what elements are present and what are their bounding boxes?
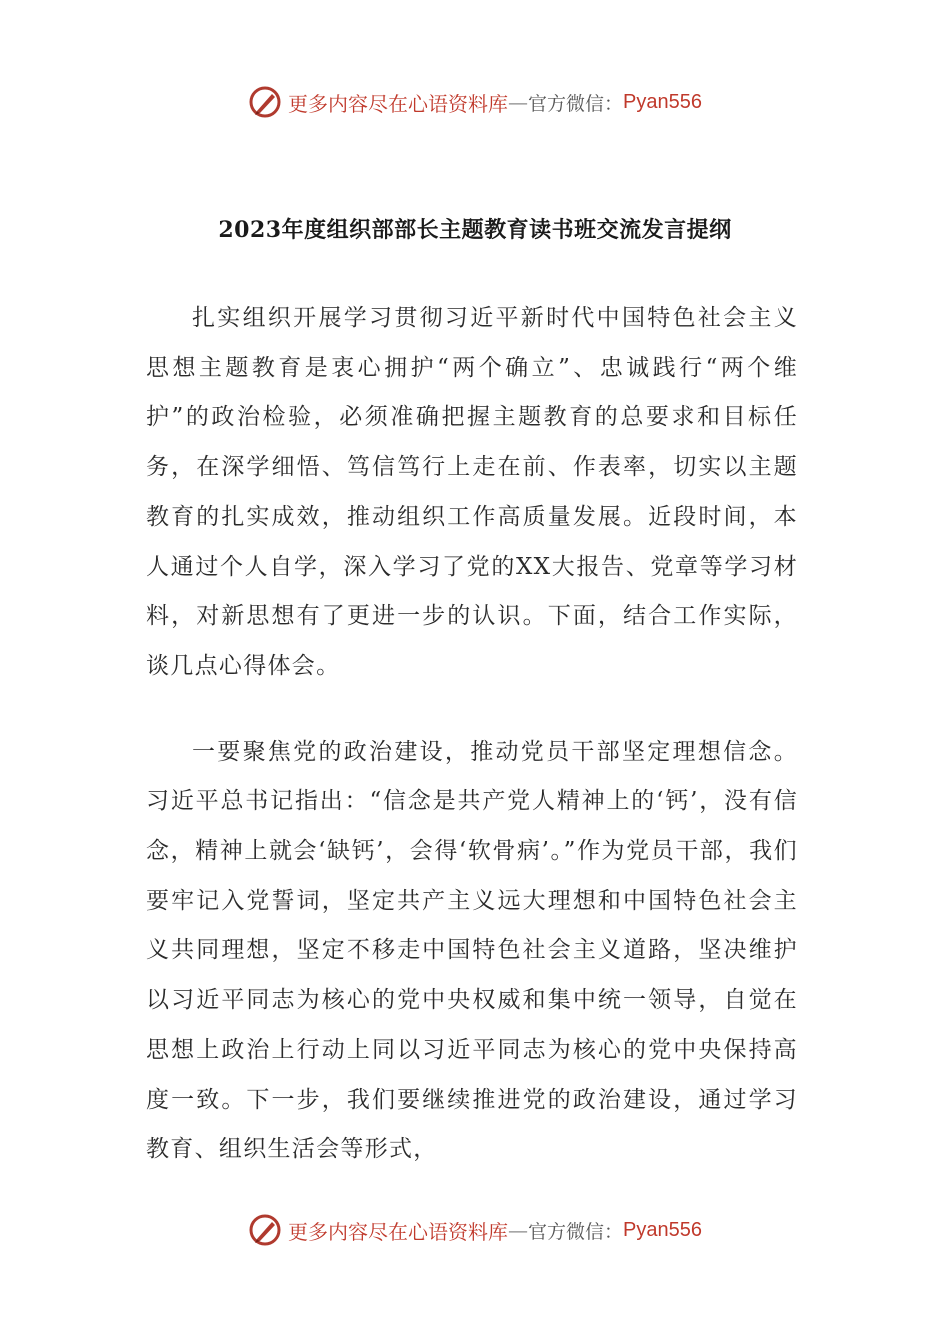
footer-banner (0, 1210, 950, 1250)
document-body (146, 294, 798, 1175)
paragraph-intro: 扎实组织开展学习贯彻习近平新时代中国特色社会主义思想主题教育是衷心拥护“两个确立”、忠诚践行“两个维护”的政治检验，必须准确把握主题教育的总要求和目标任务，在深学细悟、笃信笃行上走在前、作表率，切实以主题教育的扎实成效，推动组织工作高质量发展。近段时间，本人通过个人自学，深入学习了党的XX大报告、党章等学习材料，对新思想有了更进一步的认识。下面，结合工作实际，谈几点心得体会。 (146, 305, 798, 679)
banner-separator: — (508, 1218, 528, 1242)
document-title: 2023年度组织部部长主题教育读书班交流发言提纲 (218, 217, 732, 243)
banner-main-text: 更多内容尽在心语资料库 (288, 1219, 508, 1244)
header-banner (0, 82, 950, 122)
paragraph-point-one: 一要聚焦党的政治建设，推动党员干部坚定理想信念。习近平总书记指出：“信念是共产党人精神上的‘钙’，没有信念，精神上就会‘缺钙’，会得‘软骨病’。”作为党员干部，我们要牢记入党誓词，坚定共产主义远大理想和中国特色社会主义共同理想，坚定不移走中国特色社会主义道路，坚决维护以习近平同志为核心的党中央权威和集中统一领导，自觉在思想上政治上行动上同以习近平同志为核心的党中央保持高度一致。下一步，我们要继续推进党的政治建设，通过学习教育、组织生活会等形式， (146, 738, 798, 1163)
banner-wechat-id: Pyan556 (623, 1218, 702, 1241)
banner-wechat-label: 官方微信： (528, 1220, 624, 1243)
banner-main-text: 更多内容尽在心语资料库 (288, 91, 508, 116)
pen-logo-icon (248, 1213, 282, 1247)
banner-separator: — (508, 90, 528, 114)
pen-logo-icon (248, 85, 282, 119)
banner-wechat-id: Pyan556 (623, 90, 702, 113)
banner-wechat-label: 官方微信： (528, 92, 624, 115)
